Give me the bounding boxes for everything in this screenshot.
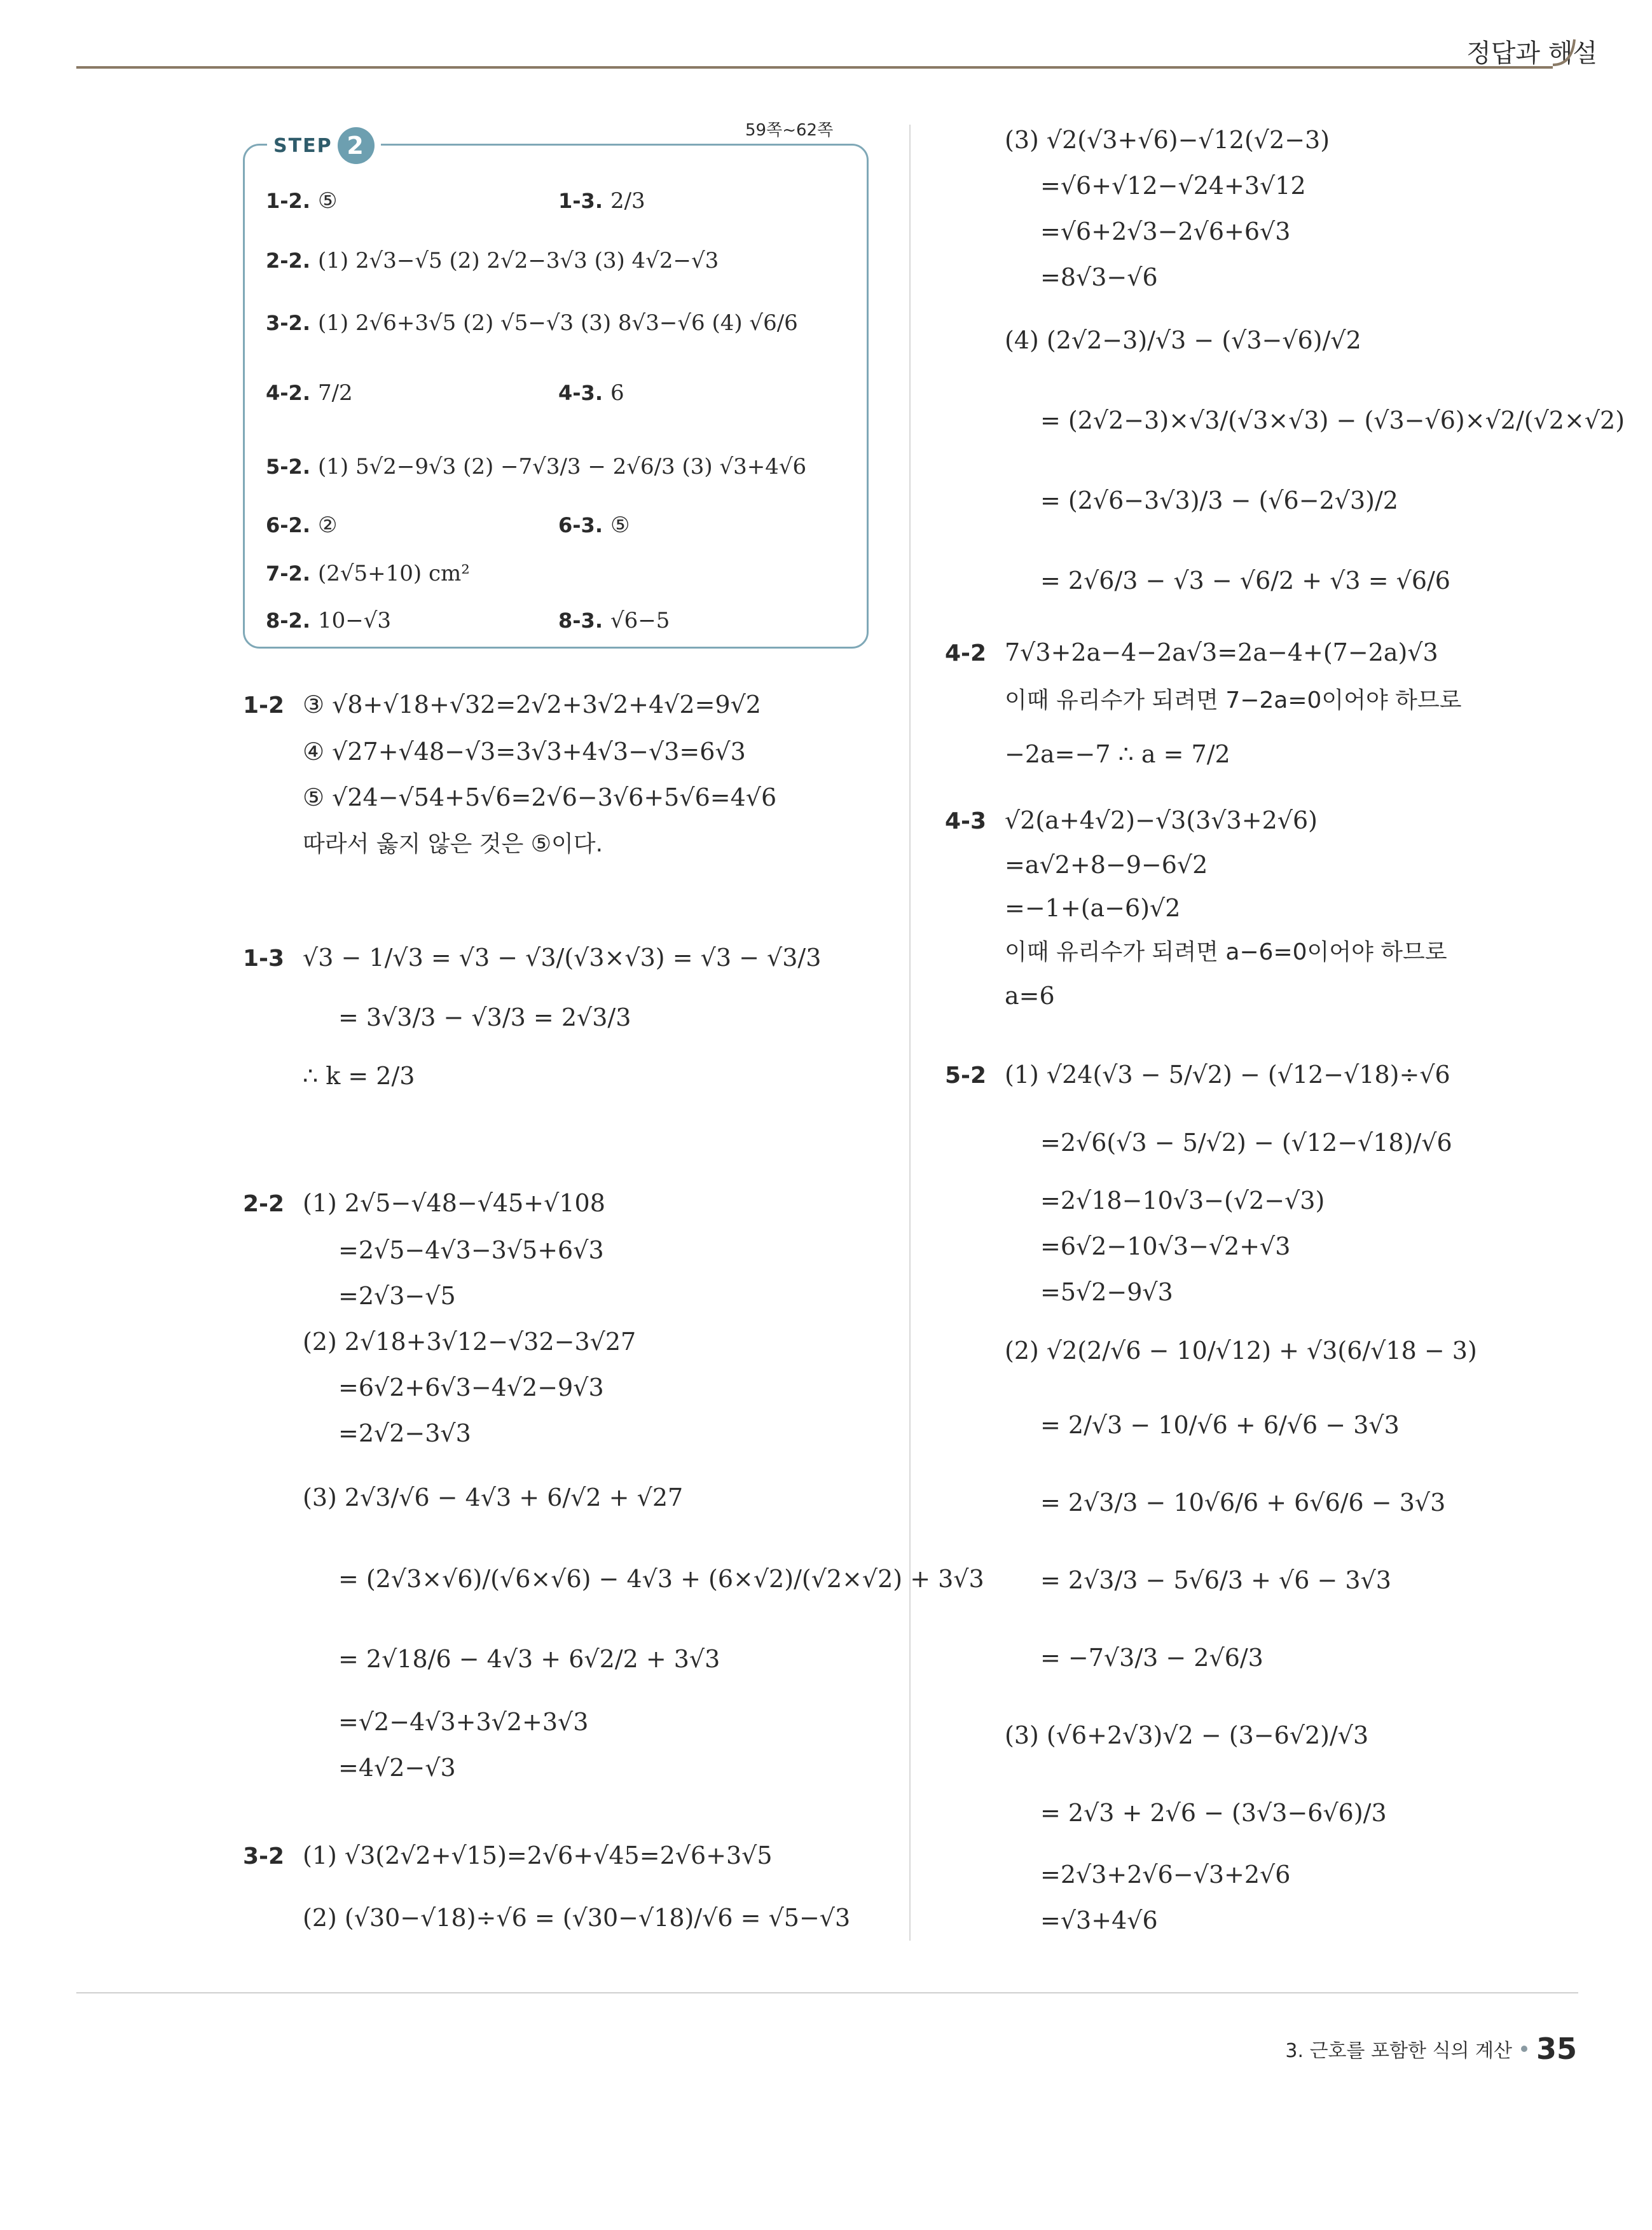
solution-label: 2-2 [243, 1191, 285, 1217]
solution-line: =6√2−10√3−√2+√3 [1040, 1232, 1291, 1260]
header-hook-ornament [1553, 37, 1578, 66]
solution-line: (3) √2(√3+√6)−√12(√2−3) [1005, 126, 1330, 154]
footer-dot-icon [1521, 2046, 1527, 2052]
answer-item [266, 454, 806, 479]
solution-label: 4-3 [945, 808, 987, 834]
answer-value: 10−√3 [317, 608, 392, 633]
solution-line: = 2√6/3 − √3 − √6/2 + √3 = √6/6 [1040, 567, 1450, 595]
answer-item [558, 380, 624, 406]
solution-line: =8√3−√6 [1040, 263, 1158, 291]
answer-item [266, 380, 353, 406]
solution-line: =2√3−√5 [338, 1282, 456, 1310]
solution-line: √3 − 1/√3 = √3 − √3/(√3×√3) = √3 − √3/3 [303, 944, 822, 972]
solution-line: (2) 2√18+3√12−√32−3√27 [303, 1328, 637, 1356]
solution-line: 이때 유리수가 되려면 a−6=0이어야 하므로 [1005, 939, 1447, 965]
solution-line: ⑤ √24−√54+5√6=2√6−3√6+5√6=4√6 [303, 783, 777, 811]
page-number: 35 [1536, 2032, 1577, 2066]
solution-line: 따라서 옳지 않은 것은 ⑤이다. [303, 831, 603, 857]
solution-line: = 2√3/3 − 10√6/6 + 6√6/6 − 3√3 [1040, 1489, 1446, 1517]
answer-item [266, 608, 391, 633]
step-label [267, 127, 381, 164]
solution-line: (2) (√30−√18)÷√6 = (√30−√18)/√6 = √5−√3 [303, 1904, 851, 1932]
solution-line: √2(a+4√2)−√3(3√3+2√6) [1005, 806, 1318, 834]
answer-item [266, 248, 719, 273]
solution-line: = (2√6−3√3)/3 − (√6−2√3)/2 [1040, 486, 1398, 514]
footer-rule [76, 1992, 1578, 1993]
answer-item [266, 561, 470, 586]
page-range: 59쪽~62쪽 [745, 121, 834, 140]
solution-line: =√6+2√3−2√6+6√3 [1040, 217, 1291, 245]
solution-line: =√6+√12−√24+3√12 [1040, 172, 1306, 200]
answer-value: ② [317, 513, 338, 538]
answer-key: 2-2. [266, 249, 310, 273]
solution-line: = 2√3 + 2√6 − (3√3−6√6)/3 [1040, 1799, 1387, 1827]
answer-item [266, 310, 798, 336]
solution-label: 5-2 [945, 1063, 987, 1089]
answer-key: 5-2. [266, 455, 310, 479]
solution-3-2 [243, 1825, 850, 1948]
answer-key: 1-2. [266, 189, 310, 213]
solution-line: ∴ k = 2/3 [303, 1062, 415, 1090]
answer-value: 2/3 [610, 188, 645, 214]
solution-line: =√2−4√3+3√2+3√3 [338, 1708, 589, 1736]
solution-line: = (2√2−3)×√3/(√3×√3) − (√3−√6)×√2/(√2×√2) [1040, 406, 1625, 434]
solution-line: =√3+4√6 [1040, 1906, 1158, 1934]
solution-line: =2√18−10√3−(√2−√3) [1040, 1187, 1325, 1215]
answer-key: 7-2. [266, 561, 310, 586]
solution-line: (4) (2√2−3)/√3 − (√3−√6)/√2 [1005, 326, 1361, 354]
answer-item [266, 513, 337, 538]
answer-key: 4-3. [558, 381, 603, 405]
solution-line: −2a=−7 ∴ a = 7/2 [1005, 740, 1230, 768]
step-number-badge: 2 [338, 127, 375, 164]
solution-label: 1-3 [243, 946, 285, 972]
solution-line: =6√2+6√3−4√2−9√3 [338, 1373, 604, 1401]
solution-line: a=6 [1005, 982, 1055, 1010]
answer-value: √6−5 [610, 608, 670, 633]
step-label-text: STEP [273, 134, 333, 157]
solution-line: 이때 유리수가 되려면 7−2a=0이어야 하므로 [1005, 687, 1462, 713]
solution-line: (1) 2√5−√48−√45+√108 [303, 1189, 605, 1217]
answer-key: 6-2. [266, 513, 310, 537]
answer-value: ⑤ [317, 188, 338, 214]
answer-key: 6-3. [558, 513, 603, 537]
solution-4-2 [945, 630, 1462, 785]
solution-line: =2√3+2√6−√3+2√6 [1040, 1861, 1291, 1889]
solution-label: 3-2 [243, 1843, 285, 1869]
answer-key: 8-3. [558, 609, 603, 633]
solution-3-2-continued [1005, 117, 1625, 621]
answer-value: 7/2 [317, 380, 353, 406]
solution-line: = −7√3/3 − 2√6/3 [1040, 1644, 1263, 1672]
solution-line: ④ √27+√48−√3=3√3+4√3−√3=6√3 [303, 738, 746, 766]
answer-key: 3-2. [266, 311, 310, 335]
solution-line: = 2√3/3 − 5√6/3 + √6 − 3√3 [1040, 1566, 1391, 1594]
solution-4-3 [945, 799, 1447, 1017]
page-footer [1285, 2032, 1577, 2066]
answer-item [558, 608, 670, 633]
solution-line: =4√2−√3 [338, 1754, 456, 1782]
answer-item [266, 188, 337, 214]
header-rule [76, 66, 1553, 69]
solution-1-3 [243, 928, 821, 1105]
page-header-title: 정답과 해설 [1466, 39, 1597, 68]
solution-5-2 [945, 1043, 1477, 1943]
solution-line: =−1+(a−6)√2 [1005, 894, 1181, 922]
answer-value: (1) 2√6+3√5 (2) √5−√3 (3) 8√3−√6 (4) √6/6 [317, 310, 798, 336]
solution-line: =a√2+8−9−6√2 [1005, 851, 1208, 879]
solution-line: =2√5−4√3−3√5+6√3 [338, 1236, 604, 1264]
answer-key: 1-3. [558, 189, 603, 213]
solution-line: =5√2−9√3 [1040, 1278, 1173, 1306]
solution-label: 4-2 [945, 640, 987, 666]
solution-line: (1) √24(√3 − 5/√2) − (√12−√18)÷√6 [1005, 1061, 1450, 1089]
solution-line: (1) √3(2√2+√15)=2√6+√45=2√6+3√5 [303, 1841, 773, 1869]
answer-key: 8-2. [266, 609, 310, 633]
solution-line: = 2/√3 − 10/√6 + 6/√6 − 3√3 [1040, 1411, 1400, 1439]
answer-item [558, 188, 645, 214]
solution-label: 1-2 [243, 692, 285, 719]
solution-line: 7√3+2a−4−2a√3=2a−4+(7−2a)√3 [1005, 638, 1438, 666]
solution-line: (3) 2√3/√6 − 4√3 + 6/√2 + √27 [303, 1483, 684, 1511]
answer-value: 6 [610, 380, 624, 406]
solution-1-2 [243, 682, 776, 867]
solution-line: = (2√3×√6)/(√6×√6) − 4√3 + (6×√2)/(√2×√2) + 3√3 [338, 1565, 984, 1593]
solution-line: = 2√18/6 − 4√3 + 6√2/2 + 3√3 [338, 1645, 720, 1673]
answer-value: (1) 2√3−√5 (2) 2√2−3√3 (3) 4√2−√3 [317, 248, 719, 273]
solution-line: (3) (√6+2√3)√2 − (3−6√2)/√3 [1005, 1721, 1369, 1749]
solution-line: (2) √2(2/√6 − 10/√12) + √3(6/√18 − 3) [1005, 1337, 1477, 1365]
solution-line: = 3√3/3 − √3/3 = 2√3/3 [338, 1003, 631, 1031]
answer-value: (2√5+10) cm² [317, 561, 470, 586]
answer-key: 4-2. [266, 381, 310, 405]
footer-chapter: 3. 근호를 포함한 식의 계산 [1285, 2040, 1512, 2062]
solution-line: =2√6(√3 − 5/√2) − (√12−√18)/√6 [1040, 1129, 1452, 1157]
solution-line: ③ √8+√18+√32=2√2+3√2+4√2=9√2 [303, 691, 761, 719]
answer-item [558, 513, 630, 538]
solution-2-2 [243, 1180, 984, 1791]
answer-value: ⑤ [610, 513, 630, 538]
answer-value: (1) 5√2−9√3 (2) −7√3/3 − 2√6/3 (3) √3+4√6 [317, 454, 807, 479]
solution-line: =2√2−3√3 [338, 1419, 471, 1447]
